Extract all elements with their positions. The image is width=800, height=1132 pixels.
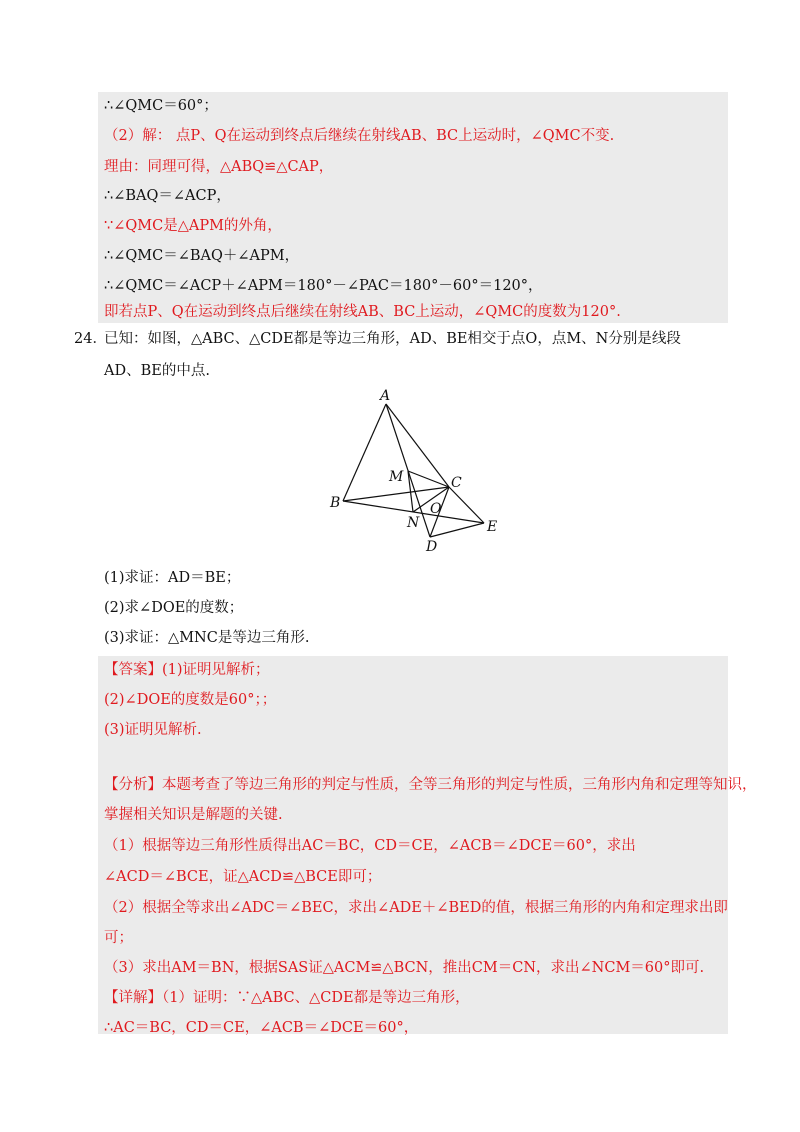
segment-ab [343, 404, 386, 501]
question-part-3: (3)求证：△MNC是等边三角形. [104, 630, 310, 646]
segment-bc [343, 487, 449, 501]
question-statement-line1: 已知：如图，△ABC、△CDE都是等边三角形，AD、BE相交于点O，点M、N分别是线段 [104, 331, 681, 347]
segment-ce [449, 487, 484, 523]
segment-de [430, 523, 484, 537]
label-a: A [380, 388, 391, 404]
label-e: E [487, 519, 498, 535]
analysis-line-7: （3）求出AM＝BN，根据SAS证△ACM≌△BCN，推出CM＝CN，求出∠NCM＝60°即可. [104, 960, 705, 976]
question-number: 24． [74, 331, 107, 347]
analysis-line-4: ∠ACD＝∠BCE，证△ACD≌△BCE即可； [104, 869, 382, 885]
answer-line-2: (2)∠DOE的度数是60°；； [104, 692, 277, 708]
solution-line-5: ∵∠QMC是△APM的外角， [104, 218, 282, 234]
label-m: M [389, 469, 404, 485]
question-part-1: (1)求证：AD＝BE； [104, 570, 241, 586]
analysis-line-3: （1）根据等边三角形性质得出AC＝BC，CD＝CE，∠ACB＝∠DCE＝60°，求出 [104, 838, 636, 854]
answer-line-3: (3)证明见解析. [104, 722, 202, 738]
solution-line-1: ∴∠QMC＝60°； [104, 98, 218, 114]
question-statement-line2: AD、BE的中点. [104, 363, 210, 379]
analysis-line-9: ∴AC＝BC，CD＝CE，∠ACB＝∠DCE＝60°， [104, 1020, 419, 1036]
label-b: B [330, 495, 341, 511]
label-n: N [407, 515, 420, 531]
analysis-line-1: 【分析】本题考查了等边三角形的判定与性质，全等三角形的判定与性质，三角形内角和定理等知识， [104, 777, 757, 793]
question-part-2: (2)求∠DOE的度数； [104, 600, 244, 616]
label-d: D [426, 539, 438, 555]
label-o: O [430, 501, 442, 517]
solution-line-8: 即若点P、Q在运动到终点后继续在射线AB、BC上运动，∠QMC的度数为120°. [104, 304, 621, 320]
solution-line-7: ∴∠QMC＝∠ACP＋∠APM＝180°－∠PAC＝180°－60°＝120°， [104, 278, 543, 294]
geometry-figure [325, 385, 505, 560]
analysis-line-6: 可； [104, 930, 133, 946]
solution-line-3: 理由：同理可得，△ABQ≌△CAP， [104, 159, 334, 175]
answer-line-1: 【答案】(1)证明见解析； [104, 662, 270, 678]
analysis-line-2: 掌握相关知识是解题的关键. [104, 807, 283, 823]
solution-line-2: （2）解： 点P、Q在运动到终点后继续在射线AB、BC上运动时，∠QMC不变. [104, 128, 615, 144]
analysis-line-5: （2）根据全等求出∠ADC＝∠BEC，求出∠ADE＋∠BED的值，根据三角形的内角和定理求出即 [104, 900, 728, 916]
solution-line-6: ∴∠QMC＝∠BAQ＋∠APM， [104, 248, 300, 264]
label-c: C [451, 475, 462, 491]
analysis-line-8: 【详解】（1）证明：∵△ABC、△CDE都是等边三角形， [104, 990, 470, 1006]
solution-line-4: ∴∠BAQ＝∠ACP， [104, 188, 231, 204]
